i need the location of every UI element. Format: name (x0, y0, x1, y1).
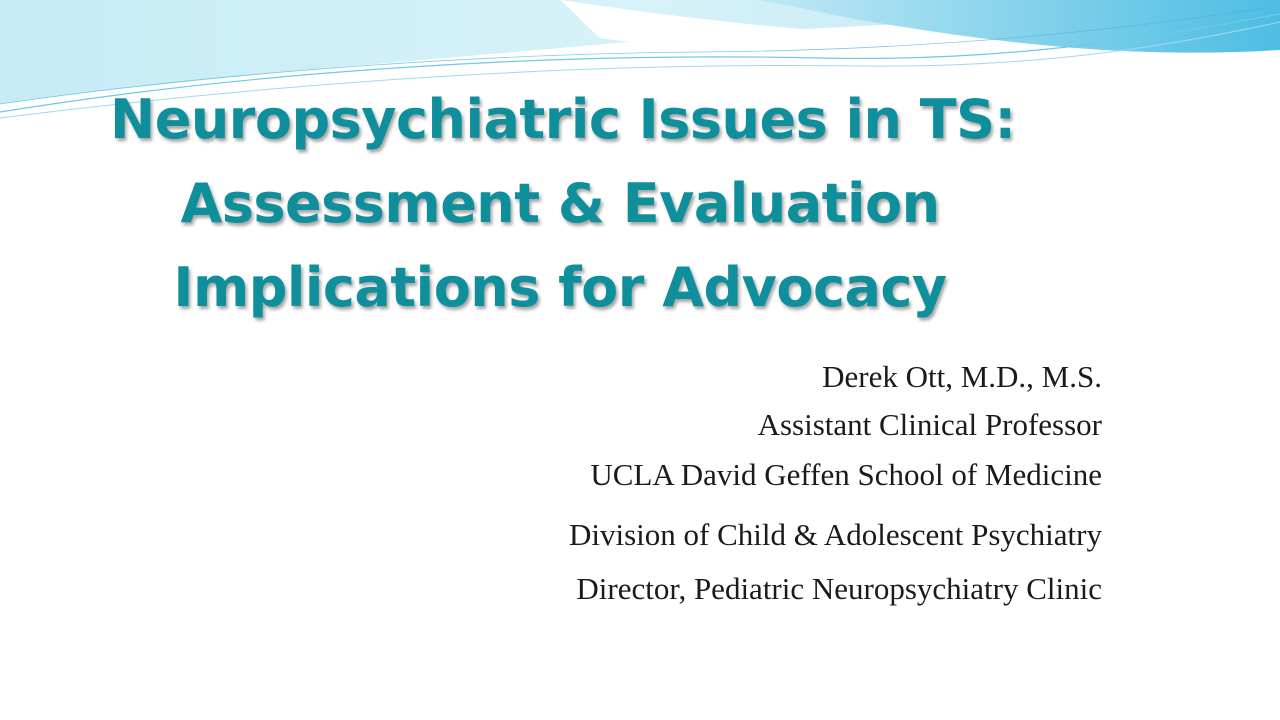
presenter-position: Assistant Clinical Professor (757, 407, 1102, 442)
presenter-info (342, 354, 1102, 616)
title-line-3: Implications for Advocacy (173, 256, 947, 319)
presenter-division: Division of Child & Adolescent Psychiatry (569, 517, 1102, 552)
slide-title (110, 78, 1016, 330)
presenter-role: Director, Pediatric Neuropsychiatry Clinic (576, 571, 1102, 606)
presenter-institution: UCLA David Geffen School of Medicine (590, 457, 1102, 492)
title-line-2: Assessment & Evaluation (180, 172, 940, 235)
presenter-name: Derek Ott, M.D., M.S. (822, 359, 1102, 394)
title-line-1: Neuropsychiatric Issues in TS: (110, 88, 1016, 151)
